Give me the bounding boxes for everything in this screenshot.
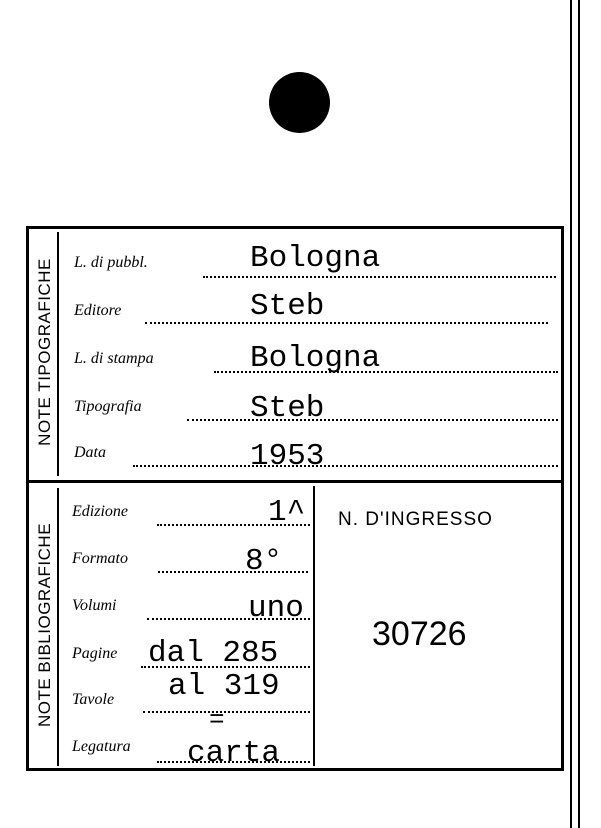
field-value: 8° [245, 544, 283, 579]
field-value: 1^ [268, 495, 306, 530]
ingresso-number: 30726 [372, 615, 467, 653]
field-value: Steb [250, 289, 325, 324]
field-value: carta [187, 736, 281, 771]
punch-hole [269, 72, 330, 133]
field-label: Volumi [72, 597, 117, 614]
dotted-line [187, 419, 558, 421]
field-value: Bologna [250, 341, 381, 376]
dotted-line [203, 276, 556, 278]
field-label: Editore [74, 302, 122, 319]
field-value: Bologna [250, 241, 381, 276]
field-value: 1953 [250, 439, 325, 474]
field-label: Pagine [72, 645, 118, 662]
field-value: Steb [250, 391, 325, 426]
field-label: L. di pubbl. [74, 254, 148, 271]
section-divider [26, 480, 564, 483]
field-label: Formato [72, 550, 128, 567]
dotted-line [133, 465, 558, 467]
ingresso-title: N. D'INGRESSO [338, 509, 493, 530]
field-label: Legatura [72, 738, 131, 755]
field-value: al 319 [168, 669, 280, 704]
dotted-line [145, 322, 548, 324]
side-label-divider [57, 488, 59, 766]
note-bibliografiche-heading: NOTE BIBLIOGRAFICHE [35, 522, 54, 728]
field-label: Tipografia [74, 398, 142, 415]
note-tipografiche-heading: NOTE TIPOGRAFICHE [35, 258, 54, 446]
card-edge-line [578, 0, 580, 828]
field-label: Tavole [72, 691, 115, 708]
ingresso-divider [313, 486, 315, 766]
dotted-line [158, 571, 308, 573]
field-label: Edizione [72, 503, 128, 520]
side-label-divider [57, 232, 59, 476]
dotted-line [143, 711, 310, 713]
field-label: Data [74, 444, 106, 461]
card-edge-line [570, 0, 572, 828]
field-value: uno [248, 591, 304, 626]
field-value: = [209, 705, 225, 735]
field-value: dal 285 [148, 636, 279, 671]
field-label: L. di stampa [74, 350, 154, 367]
